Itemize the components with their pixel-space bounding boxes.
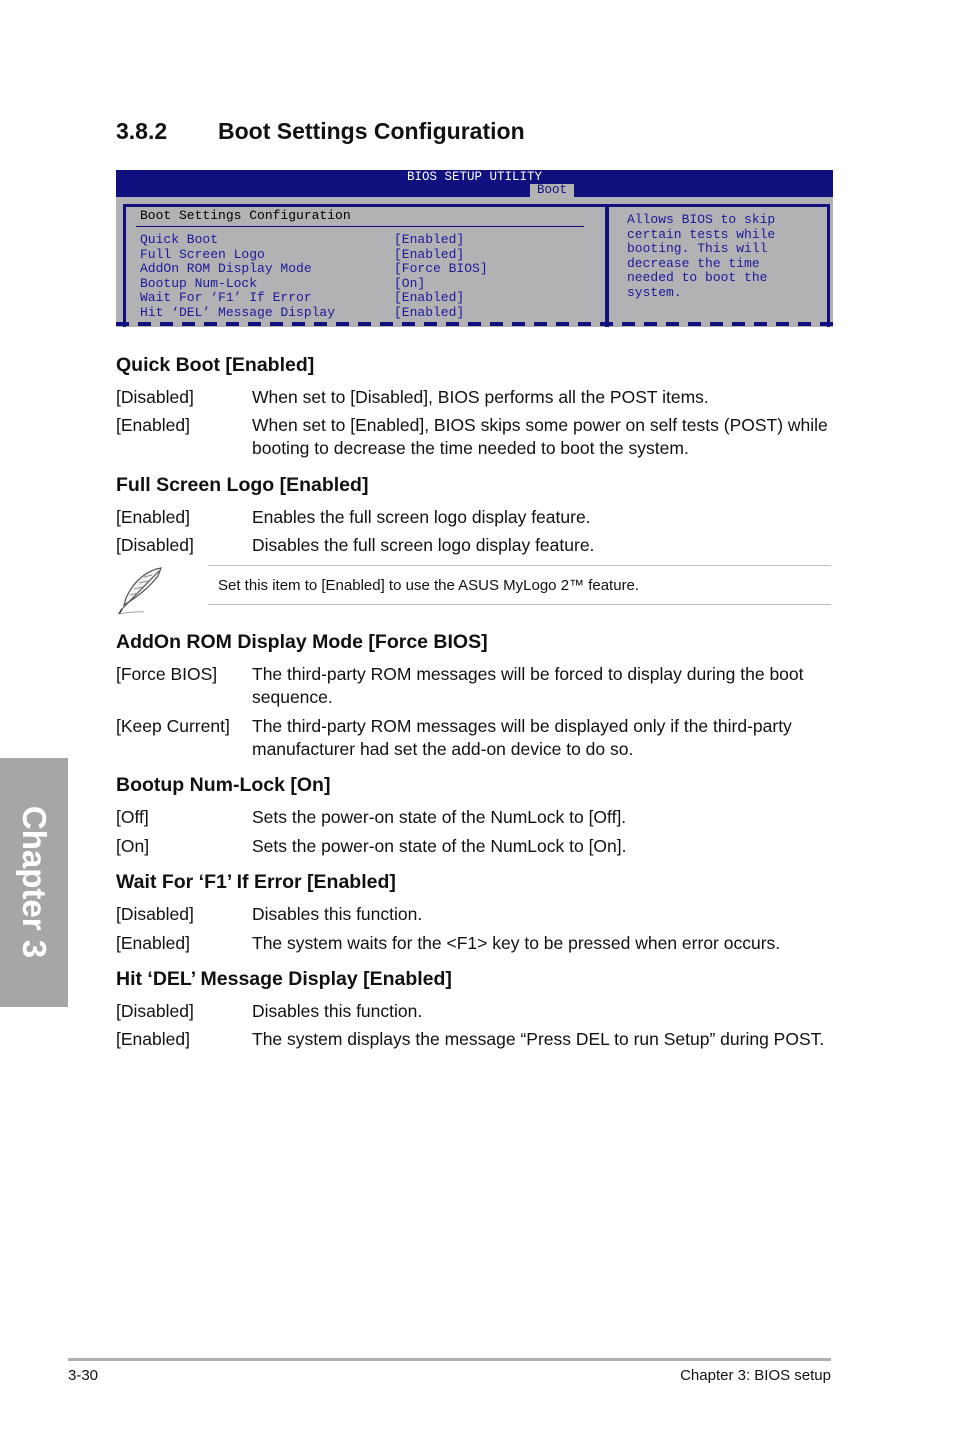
bios-item-quick-boot[interactable] (140, 232, 580, 247)
bios-panel-title: Boot Settings Configuration (140, 208, 351, 223)
choice-description: The third-party ROM messages will be forced to display during the boot sequence. (252, 664, 804, 707)
bios-item-value: [Enabled] (394, 290, 465, 305)
footer-chapter-title: Chapter 3: BIOS setup (680, 1367, 831, 1384)
bios-item-label: AddOn ROM Display Mode (140, 261, 312, 276)
choice-description: Sets the power-on state of the NumLock to [Off]. (252, 807, 627, 827)
bios-panel-divider (136, 226, 584, 227)
bios-item-bootup-num-lock[interactable] (140, 276, 580, 291)
option-heading-full-screen-logo: Full Screen Logo [Enabled] (116, 474, 369, 496)
section-number: 3.8.2 (116, 118, 168, 144)
feather-pen-icon (114, 565, 166, 617)
choice-key: [On] (116, 836, 150, 856)
choice-description: The system displays the message “Press DEL to run Setup” during POST. (252, 1029, 825, 1049)
choice-key: [Disabled] (116, 904, 194, 924)
page-number: 3-30 (68, 1367, 99, 1384)
bios-item-wait-for-f1[interactable] (140, 290, 580, 305)
choice-description: Disables this function. (252, 904, 423, 924)
chapter-tab-label: Chapter 3 (16, 805, 53, 959)
choice-description: When set to [Enabled], BIOS skips some power on self tests (POST) while booting to decrease the time needed to boot the system. (252, 415, 828, 458)
option-heading-hit-del-message: Hit ‘DEL’ Message Display [Enabled] (116, 968, 452, 990)
bios-screenshot (116, 170, 833, 327)
choice-description: Enables the full screen logo display feature. (252, 507, 591, 527)
choice-description: When set to [Disabled], BIOS performs all the POST items. (252, 387, 709, 407)
choice-description: The third-party ROM messages will be displayed only if the third-party manufacturer had set the add-on device to do so. (252, 716, 792, 759)
choice-key: [Enabled] (116, 933, 190, 953)
option-heading-bootup-num-lock: Bootup Num-Lock [On] (116, 774, 331, 796)
bios-tab-boot[interactable]: Boot (530, 184, 574, 197)
bios-item-label: Full Screen Logo (140, 246, 265, 262)
choice-key: [Force BIOS] (116, 664, 218, 684)
choice-key: [Enabled] (116, 415, 190, 435)
choice-key: [Enabled] (116, 1029, 190, 1049)
choice-key: [Disabled] (116, 387, 194, 407)
option-heading-wait-for-f1: Wait For ‘F1’ If Error [Enabled] (116, 871, 396, 893)
bios-dashed-edge (116, 322, 833, 326)
note-bottom-rule (208, 604, 831, 605)
bios-item-value: [Force BIOS] (394, 261, 488, 276)
choice-key: [Off] (116, 807, 149, 827)
note-top-rule (208, 565, 831, 566)
footer-rule (68, 1358, 831, 1361)
choice-key: [Keep Current] (116, 716, 230, 736)
option-heading-quick-boot: Quick Boot [Enabled] (116, 354, 315, 376)
note-text: Set this item to [Enabled] to use the ASUS MyLogo 2™ feature. (218, 577, 640, 594)
bios-title: BIOS SETUP UTILITY (406, 170, 543, 184)
choice-key: [Enabled] (116, 507, 190, 527)
bios-item-full-screen-logo[interactable] (140, 247, 580, 262)
bios-item-label: Quick Boot (140, 232, 219, 247)
choice-description: Disables this function. (252, 1001, 423, 1021)
choice-description: The system waits for the <F1> key to be pressed when error occurs. (252, 933, 781, 953)
bios-item-value: [On] (394, 275, 426, 291)
bios-item-label: Wait For ‘F1’ If Error (140, 290, 312, 305)
bios-item-addon-rom-display-mode[interactable] (140, 261, 580, 276)
bios-help-text: Allows BIOS to skip certain tests while booting. This will decrease the time needed to boot the system. (627, 212, 776, 300)
bios-item-hit-del-message[interactable] (140, 305, 580, 320)
option-heading-addon-rom: AddOn ROM Display Mode [Force BIOS] (116, 631, 488, 653)
section-title: Boot Settings Configuration (218, 118, 525, 144)
bios-header-bar (116, 170, 833, 197)
chapter-side-tab (0, 758, 68, 1007)
choice-key: [Disabled] (116, 1001, 194, 1021)
choice-key: [Disabled] (116, 535, 194, 555)
bios-item-value: [Enabled] (394, 232, 465, 247)
choice-description: Disables the full screen logo display feature. (252, 535, 595, 555)
bios-item-value: [Enabled] (394, 246, 465, 262)
bios-item-value: [Enabled] (394, 304, 465, 320)
bios-item-label: Bootup Num-Lock (140, 275, 258, 291)
bios-item-label: Hit ‘DEL’ Message Display (140, 304, 336, 320)
choice-description: Sets the power-on state of the NumLock to [On]. (252, 836, 627, 856)
